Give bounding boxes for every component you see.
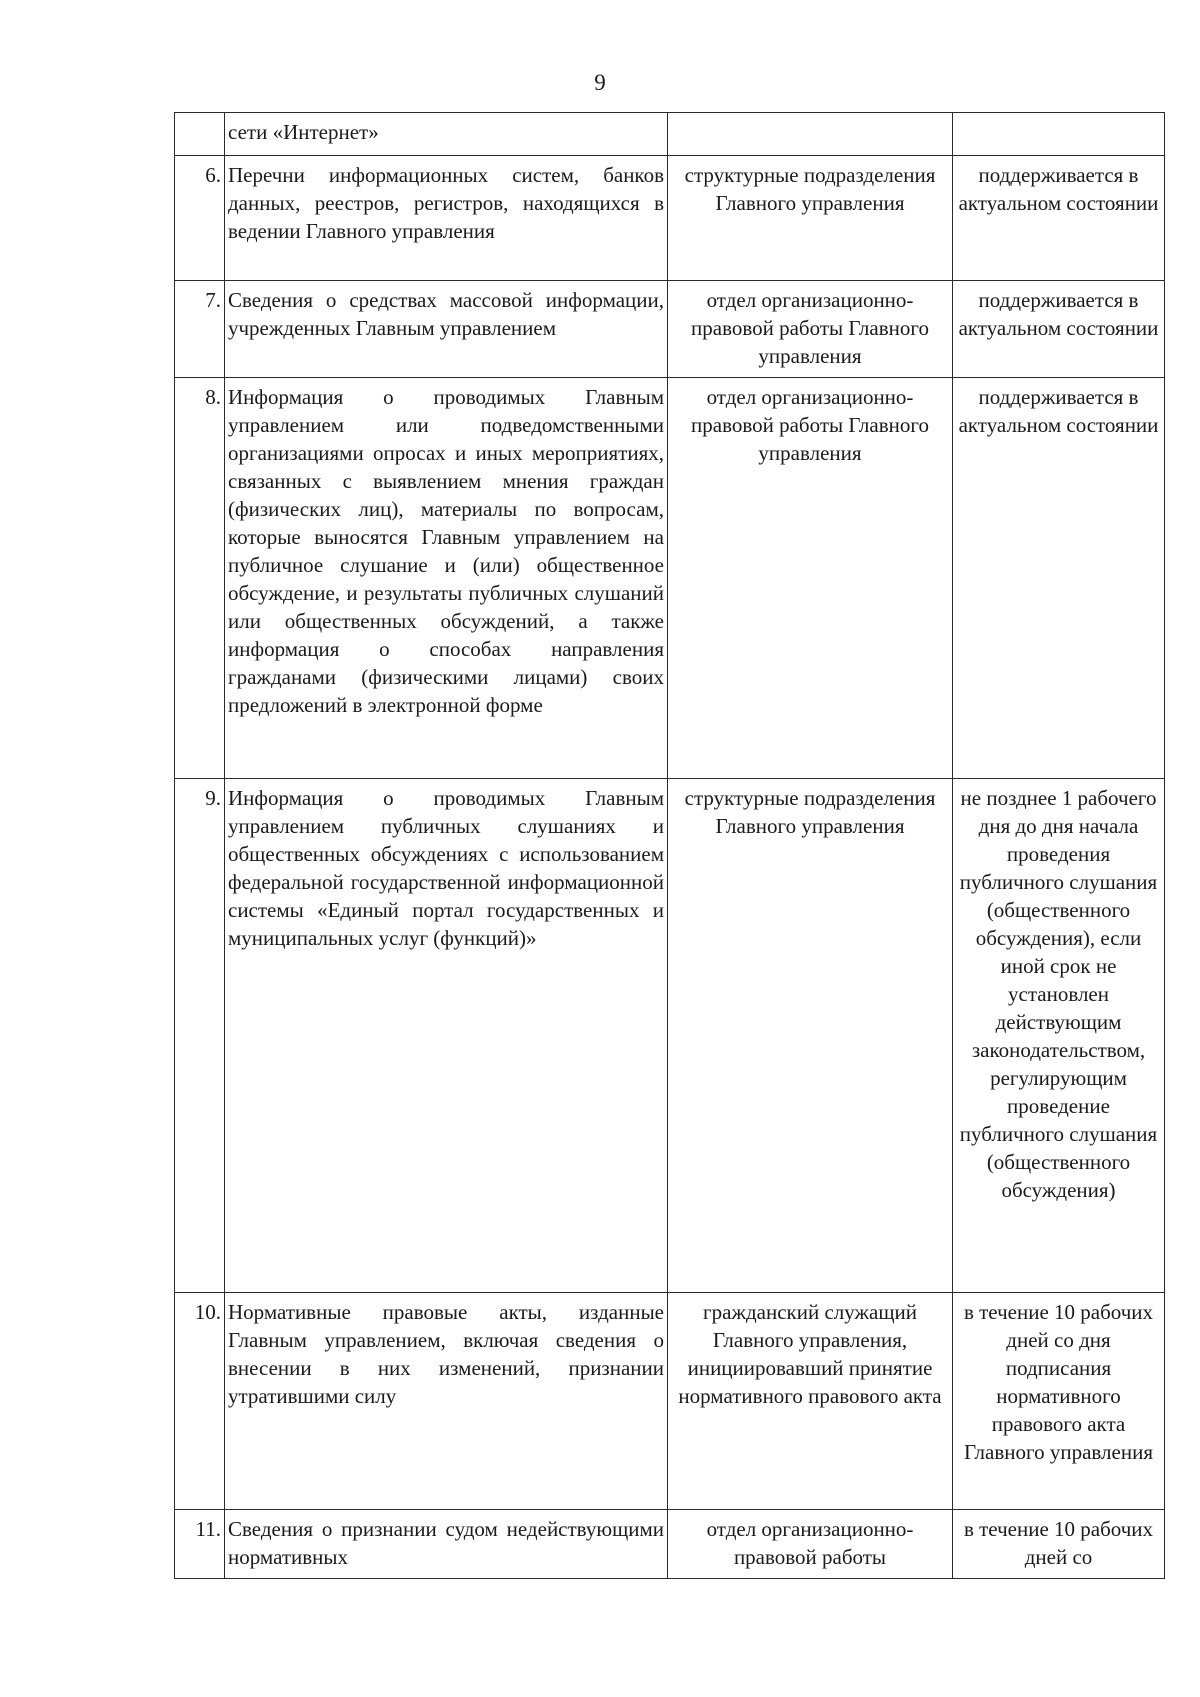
info-name: Сведения о средствах массовой информации, учрежденных Главным управлением (225, 281, 668, 378)
table-row (175, 1510, 1165, 1579)
info-name: Нормативные правовые акты, изданные Главным управлением, включая сведения о внесении в них изменений, признании утратившими силу (225, 1293, 668, 1510)
info-name: Перечни информационных систем, банков данных, реестров, регистров, находящихся в ведении Главного управления (225, 156, 668, 281)
table-row (175, 113, 1165, 156)
info-name: сети «Интернет» (225, 113, 668, 156)
info-name: Информация о проводимых Главным управлением или подведомственными организациями опросах и иных мероприятиях, связанных с выявлением мнения граждан (физических лиц), материалы по вопросам, которые выносятся Главным управлением на публичное слушание и (или) общественное обсуждение, и результаты публичных слушаний или общественных обсуждений, а также информация о способах направления гражданами (физическими лицами) своих предложений в электронной форме (225, 378, 668, 779)
table-row (175, 156, 1165, 281)
row-number (175, 113, 225, 156)
responsible-unit (668, 113, 953, 156)
table-row (175, 779, 1165, 1293)
responsible-unit: структурные подразделения Главного управления (668, 156, 953, 281)
update-term: в течение 10 рабочих дней со дня подписания нормативного правового акта Главного управления (953, 1293, 1165, 1510)
row-number: 9. (175, 779, 225, 1293)
row-number: 6. (175, 156, 225, 281)
update-term: в течение 10 рабочих дней со (953, 1510, 1165, 1579)
info-name: Сведения о признании судом недействующими нормативных (225, 1510, 668, 1579)
page-number: 9 (594, 70, 606, 95)
table-row (175, 378, 1165, 779)
row-number: 8. (175, 378, 225, 779)
row-number: 10. (175, 1293, 225, 1510)
row-number: 7. (175, 281, 225, 378)
responsible-unit: структурные подразделения Главного управления (668, 779, 953, 1293)
responsible-unit: отдел организационно-правовой работы Главного управления (668, 281, 953, 378)
update-term: поддерживается в актуальном состоянии (953, 378, 1165, 779)
update-term: поддерживается в актуальном состоянии (953, 281, 1165, 378)
update-term: не позднее 1 рабочего дня до дня начала проведения публичного слушания (общественного обсуждения), если иной срок не установлен действующим законодательством, регулирующим проведение публичного слушания (общественного обсуждения) (953, 779, 1165, 1293)
responsible-unit: отдел организационно-правовой работы Главного управления (668, 378, 953, 779)
responsible-unit: гражданский служащий Главного управления, инициировавший принятие нормативного правового акта (668, 1293, 953, 1510)
table-row (175, 281, 1165, 378)
info-name: Информация о проводимых Главным управлением публичных слушаниях и общественных обсуждениях с использованием федеральной государственной информационной системы «Единый портал государственных и муниципальных услуг (функций)» (225, 779, 668, 1293)
update-term (953, 113, 1165, 156)
table-row (175, 1293, 1165, 1510)
responsible-unit: отдел организационно-правовой работы (668, 1510, 953, 1579)
update-term: поддерживается в актуальном состоянии (953, 156, 1165, 281)
row-number: 11. (175, 1510, 225, 1579)
information-table (174, 112, 1165, 1579)
